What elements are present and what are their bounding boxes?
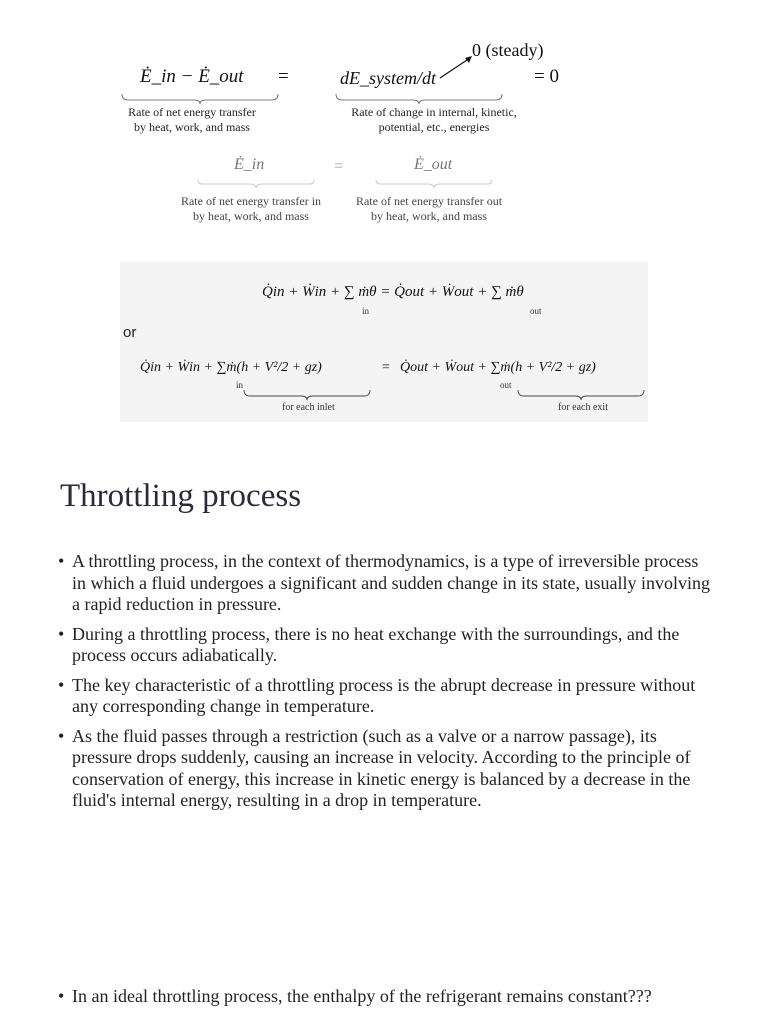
faint-lhs: Ė_in bbox=[234, 156, 265, 173]
equation-2-equals: = bbox=[382, 360, 390, 375]
faint-brace-left bbox=[196, 178, 316, 188]
steady-flow-equations-figure bbox=[120, 262, 648, 422]
equals-zero: = 0 bbox=[534, 66, 559, 87]
underbrace-left bbox=[120, 92, 280, 104]
lhs-expression: Ė_in − Ė_out bbox=[140, 66, 244, 87]
equation-2-sub-out: out bbox=[500, 380, 512, 390]
label-for-each-inlet: for each inlet bbox=[282, 402, 335, 413]
equation-1-sub-out: out bbox=[530, 306, 542, 316]
underbrace-right bbox=[334, 92, 504, 104]
or-label: or bbox=[123, 324, 137, 341]
caption-net-energy: Rate of net energy transfer by heat, work, and mass bbox=[128, 105, 256, 134]
faint-equals: = bbox=[334, 158, 344, 175]
faint-rhs: Ė_out bbox=[414, 156, 453, 173]
brace-exit bbox=[516, 388, 646, 400]
equals-sign: = bbox=[278, 66, 289, 87]
brace-inlet bbox=[242, 388, 372, 400]
caption-rate-of-change: Rate of change in internal, kinetic, potential, etc., energies bbox=[351, 105, 517, 134]
list-item: • In an ideal throttling process, the enthalpy of the refrigerant remains constant??? bbox=[58, 986, 652, 1006]
equation-1: Q̇in + Ẇin + ∑ ṁθ = Q̇out + Ẇout + ∑ ṁθ bbox=[262, 284, 524, 300]
equation-2-left: Q̇in + Ẇin + ∑ṁ(h + V²/2 + gz) bbox=[140, 360, 322, 375]
list-item: • As the fluid passes through a restriction (such as a valve or a narrow passage), its pressure drops suddenly, causing an increase in velocity. According to the principle of conservation of energy, this increase in kinetic energy is balanced by a decrease in the fluid's internal energy, resulting in a drop in temperature. bbox=[58, 725, 691, 810]
bullet-list bbox=[58, 551, 714, 812]
faint-brace-right bbox=[374, 178, 494, 188]
rhs-expression: dE_system/dt bbox=[340, 68, 436, 88]
caption-transfer-in: Rate of net energy transfer in by heat, work, and mass bbox=[180, 194, 322, 223]
bullet-list-continued bbox=[58, 986, 714, 1008]
list-item: • During a throttling process, there is no heat exchange with the surroundings, and the process occurs adiabatically. bbox=[58, 623, 680, 665]
caption-transfer-out: Rate of net energy transfer out by heat, work, and mass bbox=[355, 194, 503, 223]
section-heading: Throttling process bbox=[60, 478, 302, 514]
equation-2-sub-in: in bbox=[236, 380, 244, 390]
label-for-each-exit: for each exit bbox=[558, 402, 608, 413]
steady-arrow bbox=[438, 52, 478, 82]
list-item: • The key characteristic of a throttling process is the abrupt decrease in pressure without any corresponding change in temperature. bbox=[58, 674, 696, 716]
equation-1-sub-in: in bbox=[362, 306, 370, 316]
energy-balance-figure bbox=[112, 18, 582, 258]
list-item: • A throttling process, in the context of thermodynamics, is a type of irreversible process in which a fluid undergoes a significant and sudden change in its state, usually involving a rapid reduction in pressure. bbox=[58, 551, 711, 614]
equation-2-right: Q̇out + Ẇout + ∑ṁ(h + V²/2 + gz) bbox=[400, 360, 596, 375]
steady-note: 0 (steady) bbox=[472, 40, 544, 60]
